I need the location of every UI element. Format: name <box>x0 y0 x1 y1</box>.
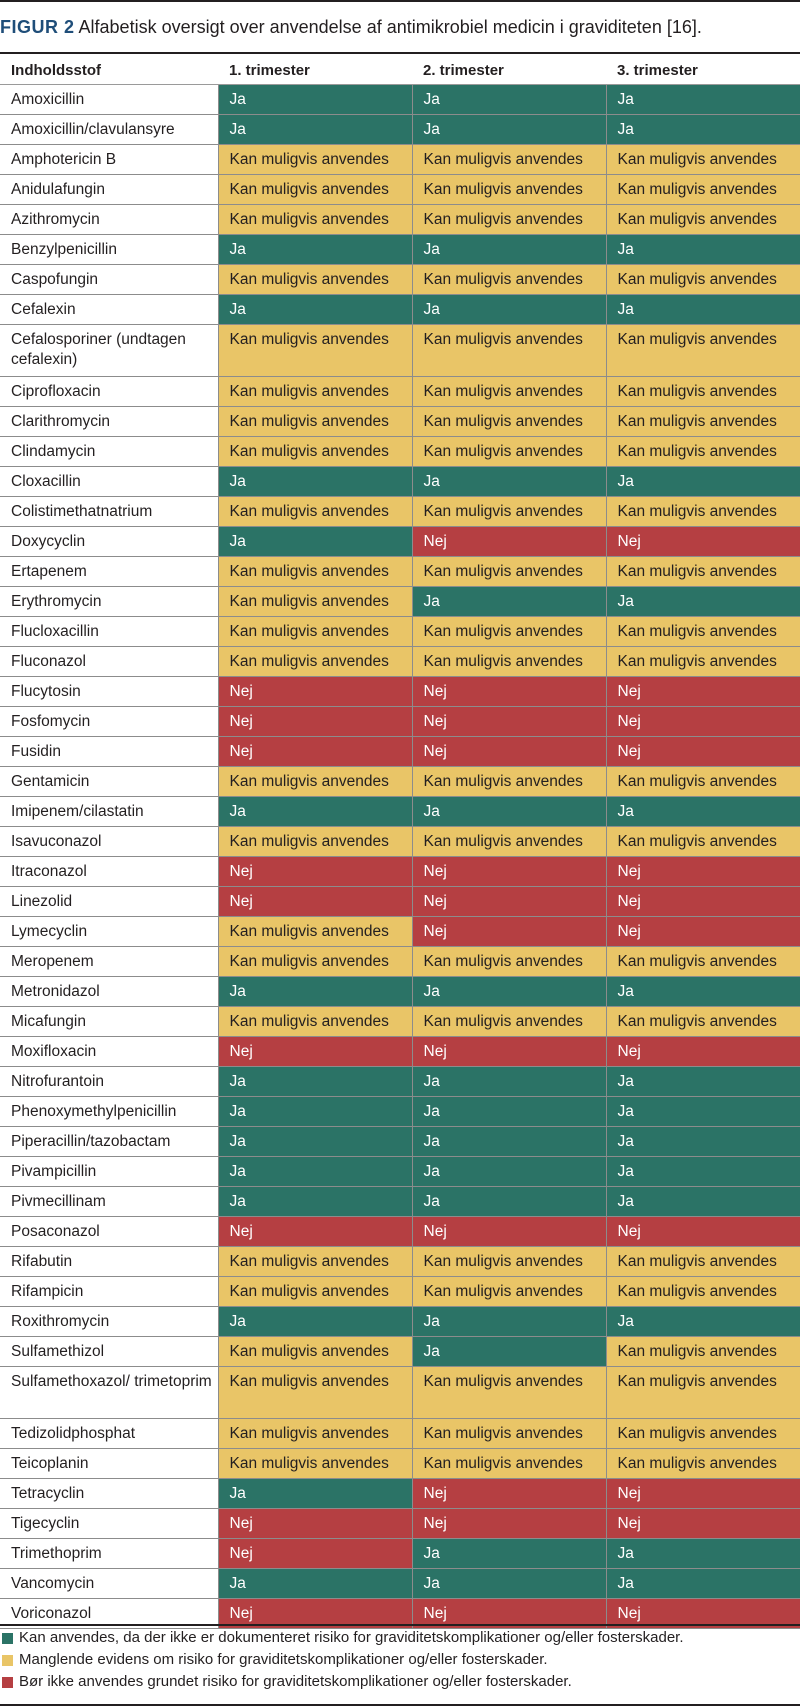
table-row <box>0 175 800 205</box>
substance-name: Metronidazol <box>0 977 218 1007</box>
substance-name: Nitrofurantoin <box>0 1067 218 1097</box>
substance-name: Erythromycin <box>0 587 218 617</box>
trimester-2-cell: Kan muligvis anvendes <box>412 407 606 437</box>
legend-text: Bør ikke anvendes grundet risiko for graviditetskomplikationer og/eller fosterskader. <box>19 1673 572 1690</box>
trimester-1-cell: Kan muligvis anvendes <box>218 767 412 797</box>
table-row <box>0 1337 800 1367</box>
trimester-1-cell: Kan muligvis anvendes <box>218 145 412 175</box>
trimester-2-cell: Ja <box>412 977 606 1007</box>
substance-name: Tetracyclin <box>0 1479 218 1509</box>
trimester-2-cell: Nej <box>412 737 606 767</box>
table-row <box>0 1037 800 1067</box>
trimester-2-cell: Ja <box>412 797 606 827</box>
trimester-1-cell: Ja <box>218 1097 412 1127</box>
trimester-3-cell: Kan muligvis anvendes <box>606 1337 800 1367</box>
trimester-1-cell: Ja <box>218 527 412 557</box>
trimester-1-cell: Nej <box>218 677 412 707</box>
trimester-1-cell: Ja <box>218 1187 412 1217</box>
trimester-3-cell: Kan muligvis anvendes <box>606 265 800 295</box>
substance-name: Vancomycin <box>0 1569 218 1599</box>
trimester-3-cell: Kan muligvis anvendes <box>606 205 800 235</box>
column-header-trimester-1: 1. trimester <box>218 56 412 85</box>
trimester-1-cell: Kan muligvis anvendes <box>218 557 412 587</box>
trimester-2-cell: Ja <box>412 587 606 617</box>
trimester-1-cell: Ja <box>218 1569 412 1599</box>
trimester-2-cell: Kan muligvis anvendes <box>412 1247 606 1277</box>
trimester-3-cell: Ja <box>606 1539 800 1569</box>
table-row <box>0 1307 800 1337</box>
trimester-3-cell: Ja <box>606 1127 800 1157</box>
substance-name: Trimethoprim <box>0 1539 218 1569</box>
trimester-3-cell: Nej <box>606 857 800 887</box>
trimester-3-cell: Nej <box>606 737 800 767</box>
trimester-3-cell: Nej <box>606 917 800 947</box>
substance-name: Meropenem <box>0 947 218 977</box>
trimester-3-cell: Kan muligvis anvendes <box>606 175 800 205</box>
trimester-1-cell: Nej <box>218 1217 412 1247</box>
trimester-3-cell: Ja <box>606 235 800 265</box>
table-row <box>0 1277 800 1307</box>
trimester-1-cell: Kan muligvis anvendes <box>218 407 412 437</box>
substance-name: Pivampicillin <box>0 1157 218 1187</box>
trimester-2-cell: Kan muligvis anvendes <box>412 1419 606 1449</box>
substance-name: Rifabutin <box>0 1247 218 1277</box>
trimester-2-cell: Kan muligvis anvendes <box>412 265 606 295</box>
trimester-2-cell: Kan muligvis anvendes <box>412 647 606 677</box>
trimester-1-cell: Ja <box>218 1127 412 1157</box>
table-row <box>0 617 800 647</box>
trimester-3-cell: Ja <box>606 115 800 145</box>
trimester-1-cell: Kan muligvis anvendes <box>218 497 412 527</box>
trimester-3-cell: Ja <box>606 1097 800 1127</box>
trimester-3-cell: Ja <box>606 1157 800 1187</box>
trimester-2-cell: Kan muligvis anvendes <box>412 947 606 977</box>
table-row <box>0 85 800 115</box>
legend-item-nej <box>0 1671 800 1693</box>
trimester-2-cell: Ja <box>412 467 606 497</box>
trimester-1-cell: Ja <box>218 977 412 1007</box>
bottom-rule <box>0 1704 800 1706</box>
legend-item-kan <box>0 1649 800 1671</box>
trimester-1-cell: Kan muligvis anvendes <box>218 917 412 947</box>
trimester-2-cell: Kan muligvis anvendes <box>412 497 606 527</box>
substance-name: Ertapenem <box>0 557 218 587</box>
table-row <box>0 497 800 527</box>
trimester-2-cell: Kan muligvis anvendes <box>412 1367 606 1419</box>
substance-name: Moxifloxacin <box>0 1037 218 1067</box>
trimester-1-cell: Kan muligvis anvendes <box>218 1419 412 1449</box>
table-body <box>0 85 800 1629</box>
trimester-3-cell: Kan muligvis anvendes <box>606 1449 800 1479</box>
table-row <box>0 1187 800 1217</box>
substance-name: Teicoplanin <box>0 1449 218 1479</box>
trimester-2-cell: Ja <box>412 1127 606 1157</box>
trimester-2-cell: Kan muligvis anvendes <box>412 325 606 377</box>
trimester-3-cell: Kan muligvis anvendes <box>606 647 800 677</box>
table-row <box>0 437 800 467</box>
trimester-3-cell: Ja <box>606 467 800 497</box>
trimester-1-cell: Nej <box>218 707 412 737</box>
substance-name: Pivmecillinam <box>0 1187 218 1217</box>
substance-name: Posaconazol <box>0 1217 218 1247</box>
trimester-2-cell: Ja <box>412 1157 606 1187</box>
trimester-1-cell: Nej <box>218 857 412 887</box>
table-row <box>0 1247 800 1277</box>
column-header-trimester-2: 2. trimester <box>412 56 606 85</box>
substance-name: Clarithromycin <box>0 407 218 437</box>
trimester-2-cell: Kan muligvis anvendes <box>412 767 606 797</box>
table-row <box>0 1097 800 1127</box>
substance-name: Flucytosin <box>0 677 218 707</box>
substance-name: Linezolid <box>0 887 218 917</box>
substance-name: Fusidin <box>0 737 218 767</box>
trimester-3-cell: Kan muligvis anvendes <box>606 827 800 857</box>
trimester-2-cell: Nej <box>412 1599 606 1629</box>
table-row <box>0 1127 800 1157</box>
trimester-2-cell: Ja <box>412 295 606 325</box>
trimester-3-cell: Kan muligvis anvendes <box>606 947 800 977</box>
trimester-3-cell: Nej <box>606 1479 800 1509</box>
table-row <box>0 1539 800 1569</box>
trimester-3-cell: Kan muligvis anvendes <box>606 407 800 437</box>
trimester-1-cell: Kan muligvis anvendes <box>218 617 412 647</box>
table-row <box>0 205 800 235</box>
trimester-1-cell: Kan muligvis anvendes <box>218 1247 412 1277</box>
table-row <box>0 1007 800 1037</box>
table-row <box>0 467 800 497</box>
trimester-3-cell: Ja <box>606 797 800 827</box>
legend-item-ja <box>0 1627 800 1649</box>
trimester-3-cell: Ja <box>606 1307 800 1337</box>
table-row <box>0 265 800 295</box>
substance-name: Flucloxacillin <box>0 617 218 647</box>
trimester-1-cell: Ja <box>218 467 412 497</box>
trimester-2-cell: Kan muligvis anvendes <box>412 1277 606 1307</box>
trimester-2-cell: Nej <box>412 677 606 707</box>
trimester-1-cell: Kan muligvis anvendes <box>218 437 412 467</box>
substance-name: Isavuconazol <box>0 827 218 857</box>
substance-name: Sulfamethoxazol/ trimetoprim <box>0 1367 218 1419</box>
table-row <box>0 707 800 737</box>
table-row <box>0 947 800 977</box>
substance-name: Colistimethatnatrium <box>0 497 218 527</box>
substance-name: Benzylpenicillin <box>0 235 218 265</box>
trimester-1-cell: Nej <box>218 1599 412 1629</box>
table-row <box>0 1449 800 1479</box>
substance-name: Ciprofloxacin <box>0 377 218 407</box>
substance-name: Fosfomycin <box>0 707 218 737</box>
trimester-3-cell: Kan muligvis anvendes <box>606 325 800 377</box>
trimester-1-cell: Ja <box>218 1067 412 1097</box>
table-row <box>0 1217 800 1247</box>
trimester-2-cell: Nej <box>412 857 606 887</box>
trimester-2-cell: Kan muligvis anvendes <box>412 827 606 857</box>
trimester-3-cell: Nej <box>606 1037 800 1067</box>
substance-name: Caspofungin <box>0 265 218 295</box>
trimester-2-cell: Ja <box>412 1337 606 1367</box>
table-row <box>0 977 800 1007</box>
trimester-2-cell: Kan muligvis anvendes <box>412 617 606 647</box>
legend-swatch-yellow <box>2 1655 13 1666</box>
figure-caption <box>0 15 702 39</box>
trimester-3-cell: Ja <box>606 85 800 115</box>
table-row <box>0 1509 800 1539</box>
trimester-1-cell: Ja <box>218 235 412 265</box>
table-row <box>0 887 800 917</box>
table-row <box>0 1067 800 1097</box>
trimester-3-cell: Kan muligvis anvendes <box>606 557 800 587</box>
substance-name: Amoxicillin/clavulansyre <box>0 115 218 145</box>
trimester-3-cell: Kan muligvis anvendes <box>606 767 800 797</box>
trimester-3-cell: Nej <box>606 677 800 707</box>
table-row <box>0 115 800 145</box>
trimester-3-cell: Nej <box>606 1509 800 1539</box>
trimester-1-cell: Kan muligvis anvendes <box>218 205 412 235</box>
trimester-1-cell: Kan muligvis anvendes <box>218 587 412 617</box>
caption-rule <box>0 52 800 54</box>
trimester-1-cell: Kan muligvis anvendes <box>218 175 412 205</box>
table-row <box>0 647 800 677</box>
substance-name: Doxycyclin <box>0 527 218 557</box>
substance-name: Tigecyclin <box>0 1509 218 1539</box>
trimester-3-cell: Nej <box>606 887 800 917</box>
trimester-2-cell: Ja <box>412 235 606 265</box>
table-row <box>0 235 800 265</box>
table-bottom-rule <box>0 1624 800 1626</box>
medication-table <box>0 56 800 1629</box>
table-row <box>0 377 800 407</box>
table-row <box>0 917 800 947</box>
trimester-2-cell: Kan muligvis anvendes <box>412 557 606 587</box>
substance-name: Lymecyclin <box>0 917 218 947</box>
trimester-2-cell: Kan muligvis anvendes <box>412 175 606 205</box>
trimester-1-cell: Kan muligvis anvendes <box>218 265 412 295</box>
trimester-2-cell: Ja <box>412 1569 606 1599</box>
substance-name: Amoxicillin <box>0 85 218 115</box>
trimester-3-cell: Nej <box>606 1599 800 1629</box>
legend-text: Kan anvendes, da der ikke er dokumenteret risiko for graviditetskomplikationer og/eller fosterskader. <box>19 1629 684 1646</box>
trimester-3-cell: Kan muligvis anvendes <box>606 1277 800 1307</box>
column-header-substance: Indholdsstof <box>0 56 218 85</box>
legend-swatch-green <box>2 1633 13 1644</box>
trimester-2-cell: Nej <box>412 917 606 947</box>
trimester-1-cell: Kan muligvis anvendes <box>218 827 412 857</box>
table-row <box>0 677 800 707</box>
trimester-3-cell: Ja <box>606 1067 800 1097</box>
legend-text: Manglende evidens om risiko for graviditetskomplikationer og/eller fosterskader. <box>19 1651 548 1668</box>
trimester-2-cell: Nej <box>412 887 606 917</box>
trimester-2-cell: Nej <box>412 1479 606 1509</box>
trimester-2-cell: Ja <box>412 1067 606 1097</box>
substance-name: Anidulafungin <box>0 175 218 205</box>
substance-name: Roxithromycin <box>0 1307 218 1337</box>
table-row <box>0 295 800 325</box>
substance-name: Micafungin <box>0 1007 218 1037</box>
substance-name: Fluconazol <box>0 647 218 677</box>
trimester-1-cell: Ja <box>218 797 412 827</box>
trimester-3-cell: Kan muligvis anvendes <box>606 497 800 527</box>
substance-name: Cloxacillin <box>0 467 218 497</box>
trimester-2-cell: Kan muligvis anvendes <box>412 145 606 175</box>
trimester-3-cell: Kan muligvis anvendes <box>606 1367 800 1419</box>
legend <box>0 1627 800 1693</box>
substance-name: Amphotericin B <box>0 145 218 175</box>
trimester-2-cell: Kan muligvis anvendes <box>412 1007 606 1037</box>
trimester-2-cell: Nej <box>412 707 606 737</box>
table-header-row <box>0 56 800 85</box>
trimester-3-cell: Kan muligvis anvendes <box>606 1419 800 1449</box>
trimester-1-cell: Kan muligvis anvendes <box>218 1449 412 1479</box>
table-row <box>0 737 800 767</box>
table-row <box>0 527 800 557</box>
top-rule <box>0 0 800 2</box>
trimester-1-cell: Nej <box>218 887 412 917</box>
trimester-2-cell: Ja <box>412 85 606 115</box>
trimester-2-cell: Ja <box>412 1539 606 1569</box>
table-row <box>0 1569 800 1599</box>
trimester-2-cell: Nej <box>412 1217 606 1247</box>
trimester-1-cell: Ja <box>218 1157 412 1187</box>
substance-name: Gentamicin <box>0 767 218 797</box>
substance-name: Itraconazol <box>0 857 218 887</box>
trimester-3-cell: Nej <box>606 1217 800 1247</box>
trimester-1-cell: Nej <box>218 737 412 767</box>
substance-name: Piperacillin/tazobactam <box>0 1127 218 1157</box>
table-row <box>0 1367 800 1419</box>
trimester-1-cell: Kan muligvis anvendes <box>218 1337 412 1367</box>
table-row <box>0 407 800 437</box>
trimester-1-cell: Kan muligvis anvendes <box>218 647 412 677</box>
trimester-3-cell: Kan muligvis anvendes <box>606 1007 800 1037</box>
trimester-2-cell: Nej <box>412 1037 606 1067</box>
trimester-3-cell: Nej <box>606 707 800 737</box>
substance-name: Phenoxymethylpenicillin <box>0 1097 218 1127</box>
trimester-3-cell: Kan muligvis anvendes <box>606 377 800 407</box>
trimester-1-cell: Nej <box>218 1037 412 1067</box>
table-row <box>0 857 800 887</box>
table-row <box>0 557 800 587</box>
legend-swatch-red <box>2 1677 13 1688</box>
table-row <box>0 325 800 377</box>
trimester-3-cell: Ja <box>606 1569 800 1599</box>
substance-name: Rifampicin <box>0 1277 218 1307</box>
trimester-2-cell: Nej <box>412 1509 606 1539</box>
trimester-1-cell: Nej <box>218 1539 412 1569</box>
trimester-1-cell: Ja <box>218 115 412 145</box>
trimester-2-cell: Nej <box>412 527 606 557</box>
trimester-1-cell: Nej <box>218 1509 412 1539</box>
trimester-1-cell: Ja <box>218 295 412 325</box>
trimester-2-cell: Kan muligvis anvendes <box>412 377 606 407</box>
trimester-1-cell: Kan muligvis anvendes <box>218 947 412 977</box>
column-header-trimester-3: 3. trimester <box>606 56 800 85</box>
trimester-1-cell: Kan muligvis anvendes <box>218 1367 412 1419</box>
trimester-1-cell: Ja <box>218 85 412 115</box>
trimester-3-cell: Kan muligvis anvendes <box>606 1247 800 1277</box>
trimester-3-cell: Ja <box>606 587 800 617</box>
trimester-1-cell: Kan muligvis anvendes <box>218 325 412 377</box>
trimester-2-cell: Ja <box>412 1097 606 1127</box>
trimester-1-cell: Ja <box>218 1479 412 1509</box>
trimester-1-cell: Kan muligvis anvendes <box>218 1277 412 1307</box>
trimester-3-cell: Kan muligvis anvendes <box>606 145 800 175</box>
trimester-3-cell: Ja <box>606 295 800 325</box>
substance-name: Cefalosporiner (undtagen cefalexin) <box>0 325 218 377</box>
trimester-3-cell: Kan muligvis anvendes <box>606 437 800 467</box>
table-row <box>0 145 800 175</box>
substance-name: Voriconazol <box>0 1599 218 1629</box>
trimester-1-cell: Kan muligvis anvendes <box>218 1007 412 1037</box>
trimester-1-cell: Kan muligvis anvendes <box>218 377 412 407</box>
table-row <box>0 1419 800 1449</box>
trimester-2-cell: Kan muligvis anvendes <box>412 437 606 467</box>
trimester-3-cell: Ja <box>606 977 800 1007</box>
table-row <box>0 767 800 797</box>
caption-text: Alfabetisk oversigt over anvendelse af antimikrobiel medicin i graviditeten [16]. <box>78 17 702 37</box>
substance-name: Sulfamethizol <box>0 1337 218 1367</box>
table-row <box>0 797 800 827</box>
trimester-2-cell: Ja <box>412 115 606 145</box>
trimester-3-cell: Kan muligvis anvendes <box>606 617 800 647</box>
trimester-1-cell: Ja <box>218 1307 412 1337</box>
trimester-3-cell: Ja <box>606 1187 800 1217</box>
trimester-2-cell: Kan muligvis anvendes <box>412 205 606 235</box>
substance-name: Azithromycin <box>0 205 218 235</box>
substance-name: Cefalexin <box>0 295 218 325</box>
trimester-2-cell: Ja <box>412 1187 606 1217</box>
figure-label: FIGUR 2 <box>0 17 75 37</box>
trimester-2-cell: Kan muligvis anvendes <box>412 1449 606 1479</box>
table-row <box>0 827 800 857</box>
trimester-3-cell: Nej <box>606 527 800 557</box>
substance-name: Imipenem/cilastatin <box>0 797 218 827</box>
substance-name: Clindamycin <box>0 437 218 467</box>
table-row <box>0 1157 800 1187</box>
table-row <box>0 587 800 617</box>
substance-name: Tedizolidphosphat <box>0 1419 218 1449</box>
trimester-2-cell: Ja <box>412 1307 606 1337</box>
table-row <box>0 1479 800 1509</box>
